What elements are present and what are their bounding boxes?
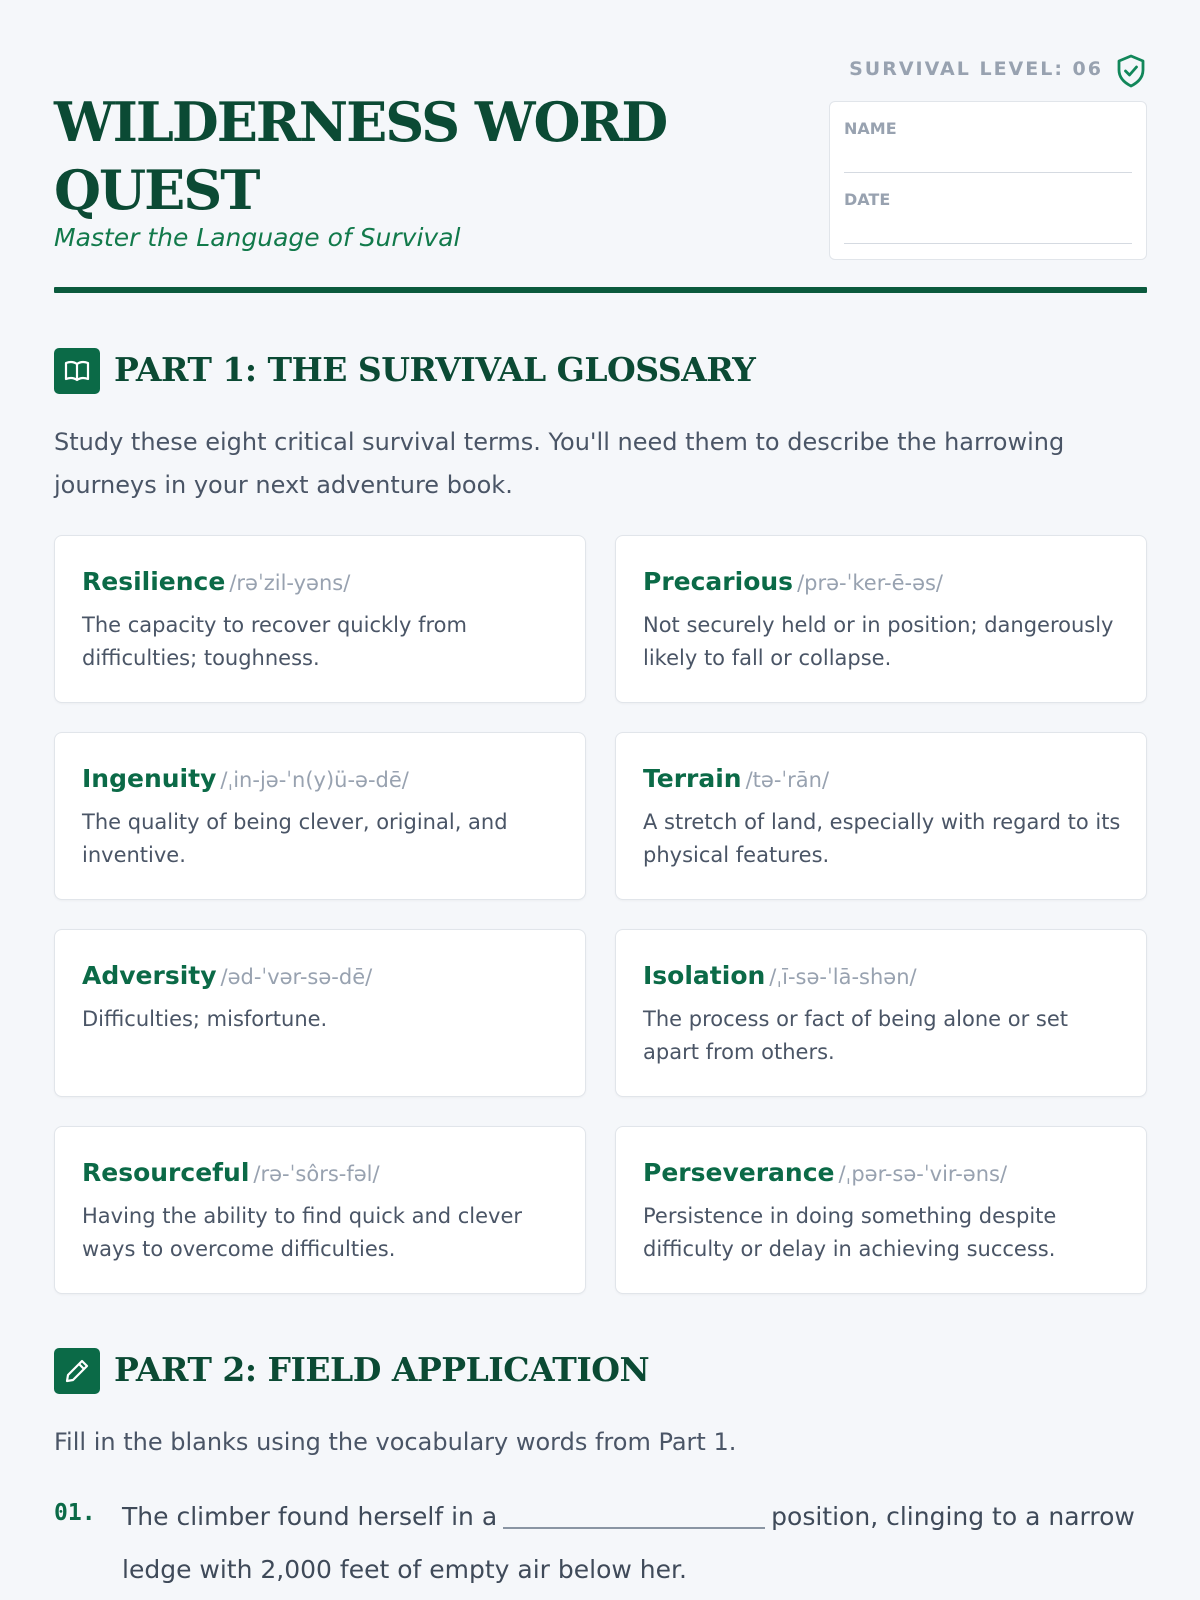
header-divider — [54, 287, 1147, 293]
term-card — [615, 732, 1147, 900]
term-word: Precarious — [643, 567, 794, 596]
term-definition: The process or fact of being alone or set apart from others. — [643, 1007, 1069, 1064]
term-pronunciation: /ˌī-sə-ˈlā-shən/ — [769, 965, 917, 989]
part1-intro: Study these eight critical survival terms. You'll need them to describe the harrowing journeys in your next adventure book. — [54, 428, 1065, 499]
pencil-icon — [54, 1348, 100, 1394]
term-word: Adversity — [82, 961, 217, 990]
name-field[interactable] — [844, 172, 1132, 173]
question-text-after: position, clinging to a narrow ledge with 2,000 feet of empty air below her. — [122, 1502, 1135, 1584]
book-icon — [54, 348, 100, 394]
date-field[interactable] — [844, 243, 1132, 244]
term-card — [54, 929, 586, 1097]
term-pronunciation: /əd-ˈvər-sə-dē/ — [220, 965, 373, 989]
term-pronunciation: /rəˈzil-yəns/ — [229, 571, 351, 595]
term-pronunciation: /tə-ˈrān/ — [745, 768, 830, 792]
page-subtitle: Master the Language of Survival — [54, 223, 461, 252]
term-definition: A stretch of land, especially with regard to its physical features. — [643, 810, 1121, 867]
term-card — [54, 535, 586, 703]
term-word: Resilience — [82, 567, 226, 596]
term-word: Ingenuity — [82, 764, 217, 793]
page-title: WILDERNESS WORD QUEST — [54, 90, 667, 222]
term-card — [54, 732, 586, 900]
term-card — [54, 1126, 586, 1294]
term-pronunciation: /ˌin-jə-ˈn(y)ü-ə-dē/ — [220, 768, 409, 792]
shield-check-icon — [1115, 54, 1147, 88]
term-pronunciation: /ˌpər-sə-ˈvir-əns/ — [838, 1162, 1008, 1186]
term-pronunciation: /rə-ˈsôrs-fəl/ — [253, 1162, 380, 1186]
term-card — [615, 1126, 1147, 1294]
part1-title: PART 1: THE SURVIVAL GLOSSARY — [114, 350, 756, 389]
question-text — [122, 1490, 1152, 1596]
term-pronunciation: /prə-ˈker-ē-əs/ — [797, 571, 944, 595]
worksheet-page — [54, 0, 1147, 1584]
term-word: Isolation — [643, 961, 766, 990]
term-definition: Having the ability to find quick and clever ways to overcome difficulties. — [82, 1204, 523, 1261]
term-word: Resourceful — [82, 1158, 250, 1187]
term-definition: Difficulties; misfortune. — [82, 1007, 328, 1031]
term-card — [615, 929, 1147, 1097]
header — [54, 0, 1147, 296]
part2-title: PART 2: FIELD APPLICATION — [114, 1350, 650, 1389]
part2-intro: Fill in the blanks using the vocabulary words from Part 1. — [54, 1428, 737, 1456]
term-card — [615, 535, 1147, 703]
term-definition: Not securely held or in position; dangerously likely to fall or collapse. — [643, 613, 1114, 670]
question-text-before: The climber found herself in a — [122, 1502, 498, 1531]
date-label: DATE — [844, 190, 891, 209]
name-label: NAME — [844, 119, 897, 138]
survival-level: SURVIVAL LEVEL: 06 — [849, 58, 1103, 80]
answer-blank[interactable] — [503, 1527, 765, 1529]
term-definition: Persistence in doing something despite difficulty or delay in achieving success. — [643, 1204, 1057, 1261]
term-word: Terrain — [643, 764, 742, 793]
term-definition: The capacity to recover quickly from difficulties; toughness. — [82, 613, 467, 670]
term-word: Perseverance — [643, 1158, 835, 1187]
question-number: 01. — [54, 1500, 96, 1526]
name-date-box — [829, 101, 1147, 260]
term-definition: The quality of being clever, original, and inventive. — [82, 810, 508, 867]
